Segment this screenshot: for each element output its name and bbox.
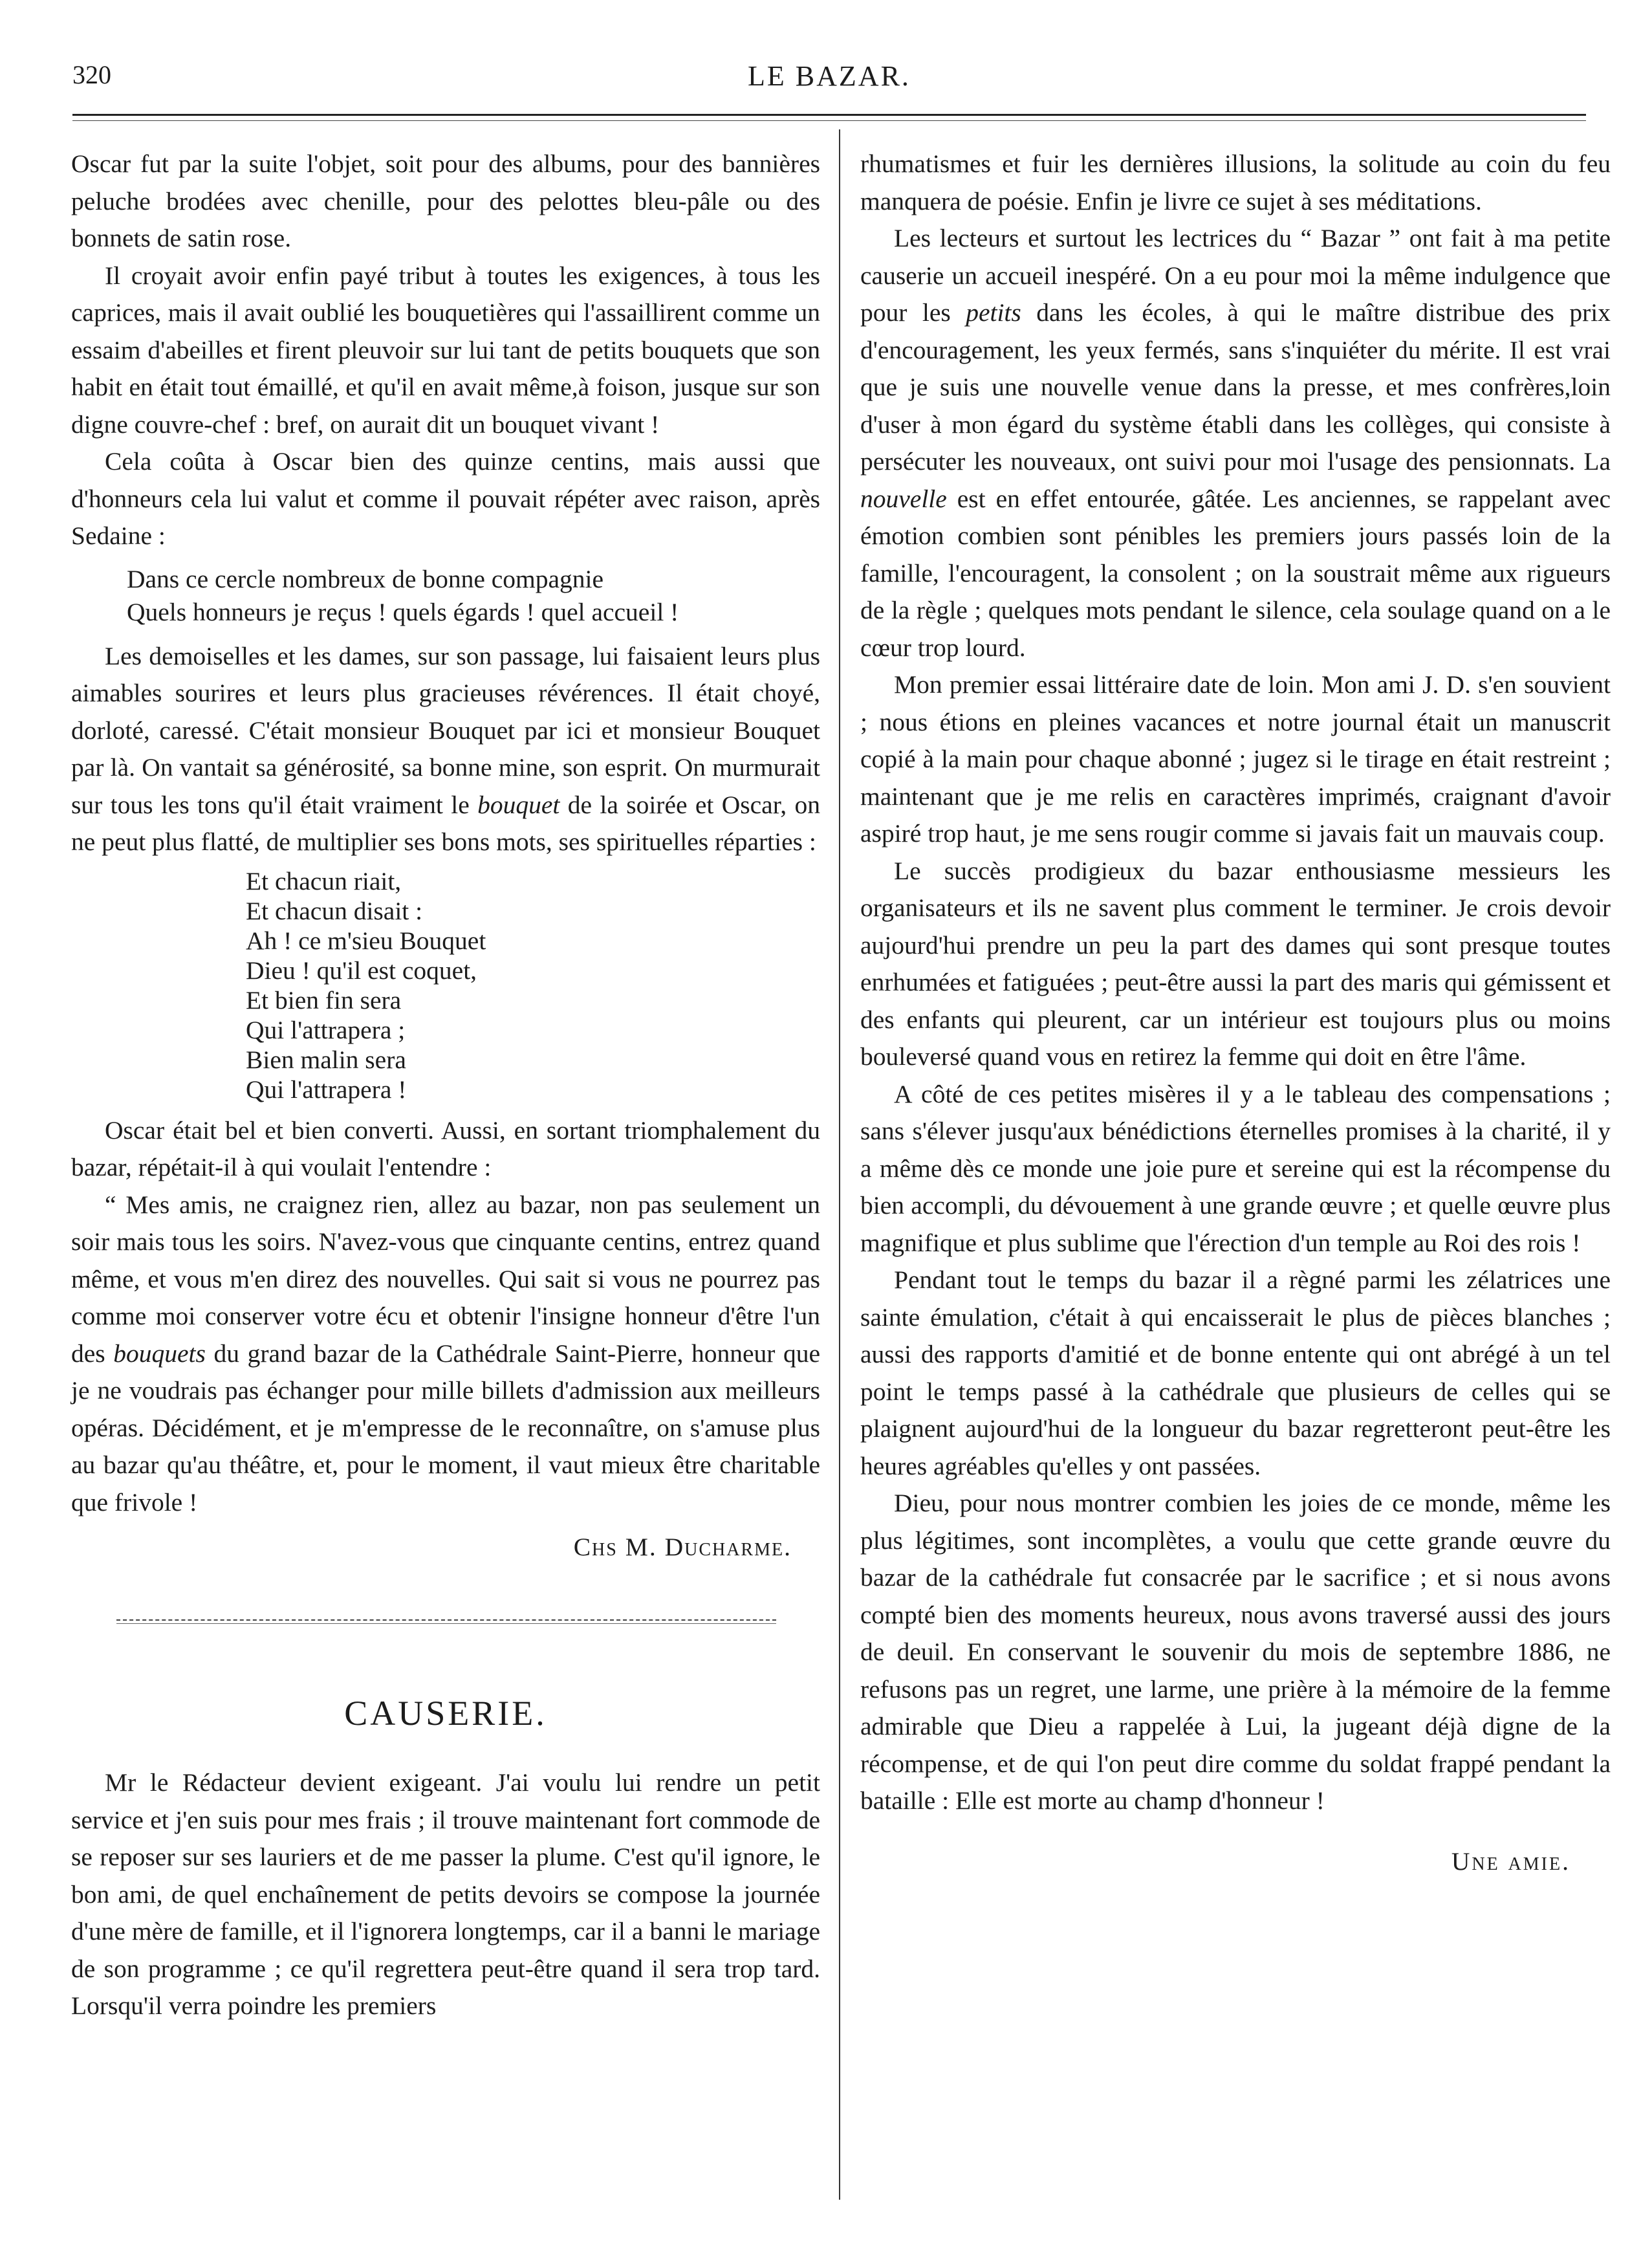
song-verse [246,866,820,1104]
section-title: CAUSERIE. [344,1693,547,1733]
paragraph: Cela coûta à Oscar bien des quinze centins, mais aussi que d'honneurs cela lui valut et comme il pouvait répéter avec raison, après Sedaine : [71,447,820,550]
italic-word: bouquets [113,1339,206,1368]
verse-line: Et chacun disait : [246,896,423,925]
column-divider [839,129,840,2200]
paragraph: Pendant tout le temps du bazar il a règné parmi les zélatrices une sainte émulation, c'était à qui encaisserait le plus de pièces blanches ; aussi des rapports d'amitié et de bonne entente qui ont abrégé à un tel point le temps passé à la cathédrale que plusieurs de celles qui se plaignent aujourd'hui de la longueur du bazar regretteront peut-être les heures agréables qu'elles y ont passées. [860,1265,1611,1480]
right-column [860,146,1611,1880]
italic-word: petits [966,298,1021,327]
paragraph: Les demoiselles et les dames, sur son passage, lui faisaient leurs plus aimables sourires et leurs plus gracieuses révérences. Il était choyé, dorloté, caressé. C'était monsieur Bouquet par ici et monsieur Bouquet par là. On vantait sa générosité, sa bonne mine, son esprit. On murmurait sur tous les tons qu'il était vraiment le bouquet de la soirée et Oscar, on ne peut plus flatté, de multiplier ses bons mots, ses spirituelles réparties : [71,641,820,856]
paragraph: Oscar fut par la suite l'objet, soit pour des albums, pour des bannières peluche brodées avec chenille, pour des pelottes bleu-pâle ou des bonnets de satin rose. [71,149,820,252]
section-separator [116,1619,776,1624]
paragraph: A côté de ces petites misères il y a le tableau des compensations ; sans s'élever jusqu'aux bénédictions éternelles promises à la charité, il y a même dès ce monde une joie pure et sereine qui est la récompense du bien accompli, du dévouement à une grande œuvre ; et quelle œuvre plus magnifique et plus sublime que l'érection d'un temple au Roi des rois ! [860,1079,1611,1257]
signature: Une amie. [1451,1846,1570,1876]
italic-word: bouquet [477,790,560,819]
page-number: 320 [72,60,111,89]
verse-line: Bien malin sera [246,1045,406,1074]
paragraph: Dieu, pour nous montrer combien les joies de ce monde, même les plus légitimes, sont incomplètes, a voulu que cette grande œuvre du bazar de la cathédrale fut consacrée par le sacrifice ; et si nous avons compté bien des moments heureux, nous avons traversé aussi des jours de deuil. En conservant le souvenir du mois de septembre 1886, ne refusons pas un regret, une larme, une prière à la mémoire de la femme admirable que Dieu a rappelée à Lui, la jugeant déjà digne de la récompense, et de qui l'on peut dire comme du soldat frappé pendant la bataille : Elle est morte au champ d'honneur ! [860,1489,1611,1815]
verse-line: Qui l'attrapera ! [246,1075,407,1104]
header-rule-thin [72,120,1586,121]
paragraph: Oscar était bel et bien converti. Aussi, en sortant triomphalement du bazar, répétait-il à qui voulait l'entendre : [71,1115,820,1181]
running-title: LE BAZAR. [748,60,911,92]
signature: Chs M. Ducharme. [573,1533,792,1561]
paragraph: Il croyait avoir enfin payé tribut à toutes les exigences, à tous les caprices, mais il avait oublié les bouquetières qui l'assaillirent comme un essaim d'abeilles et firent pleuvoir sur lui tant de petits bouquets que son habit en était tout émaillé, et qu'il en avait même,à foison, jusque sur son digne couvre-chef : bref, on aurait dit un bouquet vivant ! [71,261,820,439]
verse-line: Quels honneurs je reçus ! quels égards ! quel accueil ! [127,597,679,626]
verse-quotation [127,563,820,629]
verse-line: Ah ! ce m'sieu Bouquet [246,926,486,955]
paragraph: Mr le Rédacteur devient exigeant. J'ai voulu lui rendre un petit service et j'en suis pour mes frais ; il trouve maintenant fort commode de se reposer sur ses lauriers et de me passer la plume. C'est qu'il ignore, le bon ami, de quel enchaînement de petits devoirs se compose la journée d'une mère de famille, et il l'ignorera longtemps, car il a banni le mariage de son programme ; ce qu'il regrettera peut-être quand il sera trop tard. Lorsqu'il verra poindre les premiers [71,1768,820,2020]
header-rule [72,114,1586,116]
paragraph: Les lecteurs et surtout les lectrices du “ Bazar ” ont fait à ma petite causerie un accueil inespéré. On a eu pour moi la même indulgence que pour les petits dans les écoles, à qui le maître distribue des prix d'encouragement, les yeux fermés, sans s'inquiéter du mérite. Il est vrai que je suis une nouvelle venue dans la presse, et mes confrères,loin d'user à mon égard du système établi dans les collèges, qui consiste à persécuter les nouveaux, ont suivi pour moi l'usage des pensionnats. La nouvelle est en effet entourée, gâtée. Les anciennes, se rappelant avec émotion combien sont pénibles les premiers jours passés loin de la famille, l'encouragent, la consolent ; on la soustrait même aux rigueurs de la règle ; quelques mots pendant le silence, cela soulage quand on a le cœur trop lourd. [860,224,1611,662]
page-header [72,60,1586,98]
verse-line: Dieu ! qu'il est coquet, [246,956,477,985]
paragraph: Mon premier essai littéraire date de loin. Mon ami J. D. s'en souvient ; nous étions en pleines vacances et notre journal était un manuscrit copié à la main pour chaque abonné ; jugez si le tirage en était restreint ; maintenant que je me relis en caractères imprimés, craignant d'avoir aspiré trop haut, je me sens rougir comme si javais fait un mauvais coup. [860,670,1611,848]
paragraph: “ Mes amis, ne craignez rien, allez au bazar, non pas seulement un soir mais tous les soirs. N'avez-vous que cinquante centins, entrez quand même, et vous m'en direz des nouvelles. Qui sait si vous ne pourrez pas comme moi conserver votre écu et obtenir l'insigne honneur d'être l'un des bouquets du grand bazar de la Cathédrale Saint-Pierre, honneur que je ne voudrais pas échanger pour mille billets d'admission aux meilleurs opéras. Décidément, et je m'empresse de le reconnaître, on s'amuse plus au bazar qu'au théâtre, et, pour le moment, il vaut mieux être charitable que frivole ! [71,1190,821,1517]
left-column [71,146,820,2025]
paragraph: rhumatismes et fuir les dernières illusions, la solitude au coin du feu manquera de poésie. Enfin je livre ce sujet à ses méditations. [860,149,1611,215]
verse-line: Qui l'attrapera ; [246,1015,406,1044]
verse-line: Et bien fin sera [246,985,402,1014]
paragraph: Le succès prodigieux du bazar enthousiasme messieurs les organisateurs et ils ne savent plus comment le terminer. Je crois devoir aujourd'hui prendre un peu la part des dames qui sont presque toutes enrhumées et fatiguées ; peut-être aussi la part des maris qui gémissent et des enfants qui pleurent, car un intérieur est toujours plus ou moins bouleversé quand vous en retirez la femme qui doit en être l'âme. [860,856,1611,1071]
italic-word: nouvelle [860,484,947,513]
verse-line: Et chacun riait, [246,866,402,895]
verse-line: Dans ce cercle nombreux de bonne compagnie [127,564,604,593]
